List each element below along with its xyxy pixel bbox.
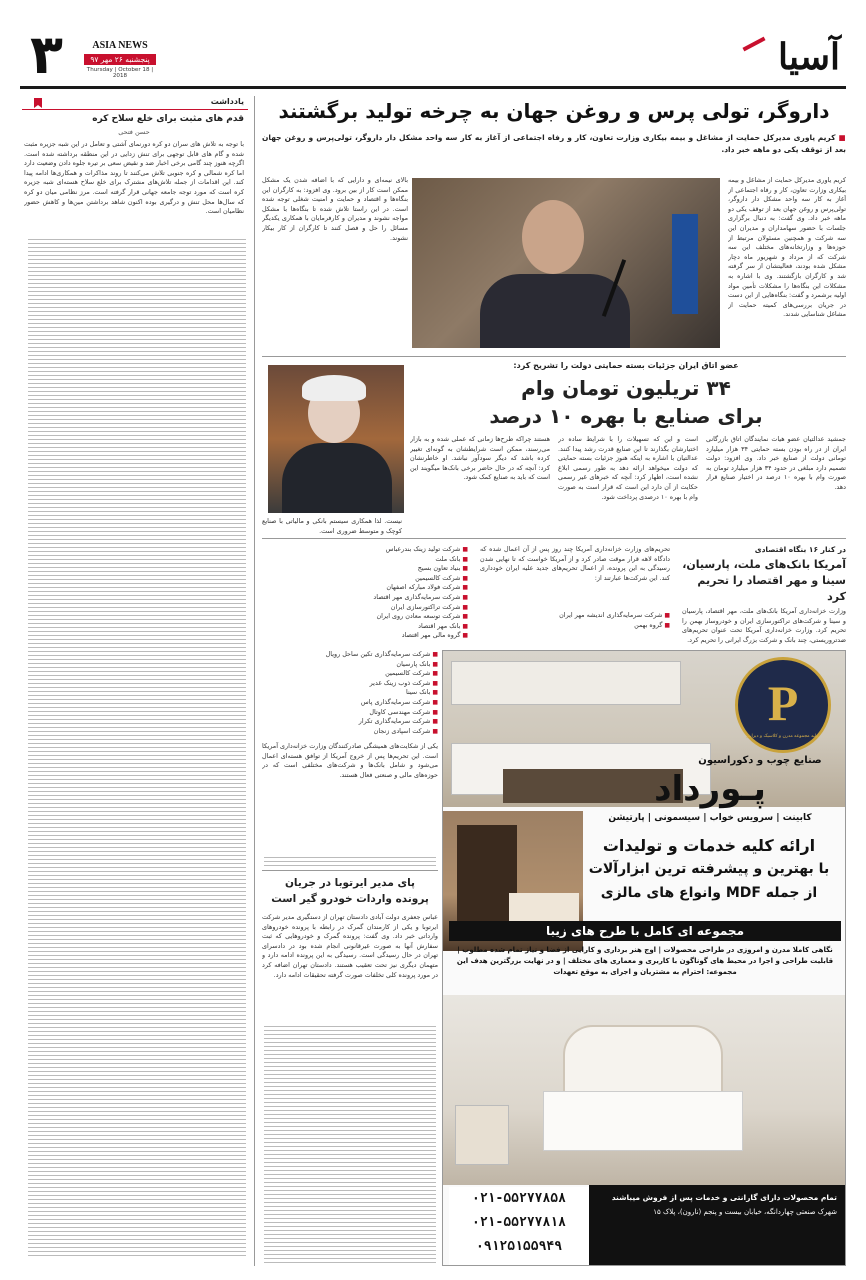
column-author: حسن فتحی (118, 128, 150, 136)
ad-logo-ring-text: تولید مجموعه مدرن و کلاسیک و دیزاینر (746, 734, 820, 739)
bedroom2-headboard (563, 1025, 723, 1095)
ad-footer-warranty: تمام محصولات دارای گارانتی و خدمات پس از فروش میباشند (611, 1193, 837, 1202)
ad-company-sub: صنایع چوب و دکوراسیون (698, 755, 822, 766)
ad-phone-3[interactable]: ۰۹۱۲۵۱۵۵۹۴۹ (475, 1239, 563, 1254)
loan-kicker: عضو اتاق ایران جزئیات بسته حمایتی دولت را تشریح کرد: (513, 361, 739, 370)
paper-name-en: ASIA NEWS (92, 40, 148, 51)
ad-banner-text: مجموعه ای کامل با طرح های زیبا (546, 924, 744, 938)
loan-photo-hair (302, 375, 366, 401)
list-item: ■ شرکت سرمایه‌گذاری تکرار (262, 717, 438, 727)
bedroom2-bed (543, 1091, 743, 1151)
ad-slogan-3: از جمله MDF وانواع های مالزی (600, 885, 818, 901)
irantour-body-continued (264, 1023, 436, 1263)
column-section-bar (22, 96, 248, 110)
list-item: ■ شرکت توسعه معادن روی ایران (262, 612, 468, 622)
column-divider (254, 96, 255, 1266)
sanctions-headline: آمریکا بانک‌های ملت، پارسیان، سینا و مهر اقتصاد را تحریم کرد (682, 558, 846, 603)
loan-headline-2: برای صنایع با بهره ۱۰ درصد (489, 404, 763, 428)
list-item: ■ شرکت کالسیمین (262, 669, 438, 679)
list-item: ■ شرکت تراکتورسازی ایران (262, 603, 468, 613)
main-body-right: کریم یاوری مدیرکل حمایت از مشاغل و بیمه بیکاری وزارت تعاون، کار و رفاه اجتماعی از آغاز به کار سه واحد مشکل دار داروگر، تولی‌پرس و روغن جهان بعد از توقف یکی دو ماهه خبر داد. وی گفت: به دنبال برگزاری جلسات با حضور سهامداران و مدیران این سه شرکت و همچنین مسئولان مرتبط از حوزه‌ها و وزارتخانه‌های مختلف این سه شرکت که از مرداد و شهریور ماه دچار مشکل شده بودند، فعالیتشان از سر گرفته شد و کارگران بازگشتند. وی با اشاره به مشکلات این بنگاه‌ها را مشکلات تأمین مواد اولیه برشمرد و گفت: بنگاه‌هایی از این دست در جریان بررسی‌های کمیته حمایت از مشاغل شناسایی شدند. (728, 176, 846, 319)
list-item: ■ گروه بهمن (480, 621, 670, 631)
irantour-headline-2: پرونده واردات خودرو گیر است (271, 893, 429, 905)
paper-logo (690, 36, 840, 82)
ad-footer (589, 1185, 845, 1266)
photo-person-head (522, 200, 584, 274)
list-item: ■ شرکت سرمایه‌گذاری اندیشه مهر ایران (480, 611, 670, 621)
loan-body-mid: است و این که تسهیلات را با شرایط ساده در اختیارشان بگذارند تا این صنایع قدرت رشد پیدا کنند. عدالتیان با اشاره به اینکه هنوز جزئیات بسته حمایتی که دولت میخواهد ارائه دهد به طور رسمی ابلاغ نشده است، اظهار کرد: آنچه که خبرهای غیر رسمی حکایت از آن دارد این است که قرار است به صورت وام با بهره ۱۰ درصدی پرداخت شود. (558, 435, 698, 501)
ad-products: کابینت | سرویس خواب | سیسمونی | پارتیشن (608, 813, 812, 823)
list-item: ■ بانک ملت (262, 555, 468, 565)
sanctions-body: وزارت خزانه‌داری آمریکا بانک‌های ملت، مهر اقتصاد، پارسیان و سینا و شرکت‌های تراکتورسازی ایران و خودروساز بهمن را تحریم کرد. وزارت خزانه‌داری آمریکا تحت عنوان تحریم‌های ضدتروریستی، چند بانک و شرکت بزرگ ایرانی را تحریم کرد. (682, 607, 846, 644)
bedroom-wardrobe (457, 825, 517, 925)
kitchen-upper-cabinets (451, 661, 681, 705)
list-item: ■ گروه مالی مهر اقتصاد (262, 631, 468, 641)
loan-story (262, 356, 846, 536)
main-lead (262, 132, 846, 156)
lead-bullet-icon: ■ (835, 133, 846, 142)
logo-text: آسیا (778, 36, 840, 78)
main-story (262, 96, 846, 356)
ad-bedroom-photo-2 (443, 995, 846, 1185)
column-title: قدم های مثبت برای خلع سلاح کره (92, 114, 244, 124)
ad-footer-address: شهرک صنعتی چهاردانگه، خیابان بیست و پنجم (نارون)، پلاک ۱۵ (653, 1208, 837, 1216)
page-number: ۳ (30, 23, 63, 86)
bedroom2-chair (455, 1105, 509, 1165)
list-item: ■ شرکت سرمایه‌گذاری مهر اقتصاد (262, 593, 468, 603)
sanctions-list-mid-top (480, 611, 670, 630)
list-item: ■ شرکت مهندسی کاوتال (262, 708, 438, 718)
loan-photo (268, 365, 404, 513)
ad-phones (449, 1187, 589, 1265)
bookmark-icon (34, 98, 42, 108)
loan-body-bottom: نیست. لذا همکاری سیستم بانکی و مالیاتی با صنایع کوچک و متوسط ضروری است. (262, 517, 402, 535)
sanctions-body-mid2: یکی از شکایت‌های همیشگی صادرکنندگان وزارت خزانه‌داری آمریکا است. این تحریم‌ها پس از خروج آمریکا از توافق هسته‌ای اعمال می‌شود و شامل بانک‌ها و شرکت‌های مختلفی است که در حوزه‌های مالی و صنعتی فعال هستند. (262, 742, 438, 779)
list-item: ■ شرکت سرمایه‌گذاری تکین ساحل رویال (262, 650, 438, 660)
irantour-headline-1: پای مدیر ایرتوبا در جریان (284, 877, 416, 889)
list-item: ■ شرکت ذوب زینک غدیر (262, 679, 438, 689)
sanctions-story (262, 538, 846, 648)
ad-slogan-2: با بهترین و پیشرفته ترین ابزارآلات (588, 861, 830, 877)
loan-headline-1: ۳۴ تریلیون تومان وام (521, 376, 731, 400)
ad-company-name: پـورداد (654, 769, 766, 809)
loan-body-left: هستند چراکه طرح‌ها زمانی که عملی شده و به بازار می‌رسند، ممکن است شرایطشان به گونه‌ای تغییر کرده باشد که دیگر سودآور نباشد. او خاطرنشان کرد: آنچه که در حال حاضر برخی بانک‌ها میگویند این است که باید به صنایع کمک شود. (410, 435, 550, 482)
main-body-left: بالای نیمه‌ای و دارایی که با اضافه شدن یک مشکل ممکن است کار از بین برود. وی افزود: به کارگران این بنگاه‌ها و اقتصاد و حمایت و امنیت شغلی توجه شده است. در این راستا تلاش شده تا بنگاه‌ها با مشکل مواجه نشوند و مدیران و کارفرمایان با همکاری یکدیگر مسائل را حل و فصل کنند تا کارگران از کار بیکار نشوند. (262, 176, 408, 242)
sanctions-intro-mid: تحریم‌های وزارت خزانه‌داری آمریکا چند روز پس از آن اعمال شده که دادگاه لاهه قرار موقت صادر کرد و از آمریکا خواست که تا نهایی شدن رسیدگی به این پرونده، از اعمال تحریم‌های جدید علیه ایران خودداری کند. این شرکت‌ها عبارتند از: (480, 545, 670, 582)
list-item: ■ بانک پارسیان (262, 660, 438, 670)
column-body: با توجه به تلاش های سران دو کره دورنمای آشتی و تعامل در این شبه جزیره مثبت شده و گام های قابل توجهی برای تنش زدایی در این منطقه برداشته شده است. اگرچه هنوز چند گامی برخی اخبار ضد و نقیض سعی بر تیره جلوه دادن وضعیت دارد اما کره شمالی و کره جنوبی تلاش می‌کنند تا روند مذاکرات و همکاری‌ها ادامه پیدا کند. این اقدامات از جمله تلاش‌های مشترک برای خلع سلاح هسته‌ای شبه جزیره کره است که مورد توجه جامعه جهانی قرار گرفته است. مرز نظامی میان دو کره که سال‌ها محل تنش و درگیری بوده اکنون شاهد برداشتن مین‌ها و کاهش حضور نظامیان است. (24, 140, 244, 216)
advertisement (442, 650, 846, 1266)
list-item: ■ بنیاد تعاون بسیج (262, 564, 468, 574)
list-item: ■ بانک مهر اقتصاد (262, 622, 468, 632)
list-item: ■ بانک سینا (262, 688, 438, 698)
sanctions-list-continued (262, 650, 438, 736)
main-headline: داروگر، تولی پرس و روغن جهان به چرخه تولید برگشتند (278, 99, 830, 123)
ad-slogan-1: ارائه کلیه خدمات و تولیدات (602, 836, 816, 855)
ad-banner (449, 921, 841, 941)
irantour-body: عباس جعفری دولت آبادی دادستان تهران از دستگیری مدیر شرکت ایرتوبا و یکی از کارمندان گمرک در رابطه با پرونده خودروهای وارداتی خبر داد. وی گفت: پرونده گمرک و خودروهایی که ثبت سفارش آنها به صورت غیرقانونی انجام شده بود در دادسرای تهران در حال رسیدگی است. رسیدگی به این پرونده ادامه دارد و متهمان دیگری نیز تحت تعقیب هستند. دادستان تهران اضافه کرد در مورد پرونده کلی تخلفات صورت گرفته تحقیقات ادامه دارد. (262, 913, 438, 979)
sanctions-list-left (262, 545, 468, 641)
list-item: ■ شرکت سرمایه‌گذاری پاس (262, 698, 438, 708)
loan-photo-body (282, 443, 392, 513)
list-item: ■ شرکت فولاد مبارکه اصفهان (262, 583, 468, 593)
irantour-story (262, 870, 438, 1266)
photo-flag (672, 214, 698, 314)
main-lead-text: کریم یاوری مدیرکل حمایت از مشاغل و بیمه بیکاری وزارت تعاون، کار و رفاه اجتماعی از آغاز به کار سه واحد مشکل دار داروگر، تولی‌پرس و روغن جهان بعد از توقف یکی دو ماهه خبر داد. (262, 133, 846, 154)
date-en: Thursday | October 18 | 2018 (86, 67, 154, 79)
list-item: ■ شرکت کالسیمین (262, 574, 468, 584)
ad-logo (735, 657, 831, 753)
ad-logo-letter: P (767, 675, 799, 731)
sanctions-kicker: در کنار ۱۶ بنگاه اقتصادی (754, 545, 846, 554)
ad-phone-2[interactable]: ۰۲۱-۵۵۲۷۷۸۱۸ (472, 1215, 566, 1230)
loan-body-right: جمشید عدالتیان عضو هیات نمایندگان اتاق بازرگانی ایران از در راه بودن بسته حمایتی ۳۴ هزار میلیارد تومانی دولت از صنایع خبر داد. وی افزود: دولت تصمیم دارد مبلغی در حدود ۳۴ هزار میلیارد تومان به صورت وام با بهره ۱۰ درصد در اختیار صنایع قرار دهد. (706, 435, 846, 491)
list-item: ■ شرکت تولید زینک بندرعباس (262, 545, 468, 555)
list-item: ■ شرکت اسپادی زنجان (262, 727, 438, 737)
opinion-column (22, 96, 248, 1266)
sanctions-body-continued (264, 854, 436, 866)
column-body-continued (28, 236, 246, 1256)
ad-phone-1[interactable]: ۰۲۱-۵۵۲۷۷۸۵۸ (472, 1191, 566, 1206)
ad-features: نگاهی کاملا مدرن و امروزی در طراحی محصولات | اوج هنر برداری و کارایی از فضا و نیاز تمام شده مطلوب | قابلیت طراحی و اجرا در محیط های گوناگون با کاربری و معماری های مختلف | و در نهایت بزرگترین هدف این مجموعه: احترام به مشتریان و اجرای به موقع تعهدات (456, 946, 834, 976)
date-fa: پنجشنبه ۲۶ مهر ۹۷ (84, 54, 156, 65)
column-section-label: یادداشت (210, 97, 244, 106)
logo-red-accent (742, 37, 765, 52)
masthead-rule (20, 86, 846, 89)
masthead (0, 0, 866, 92)
main-photo (412, 178, 720, 348)
